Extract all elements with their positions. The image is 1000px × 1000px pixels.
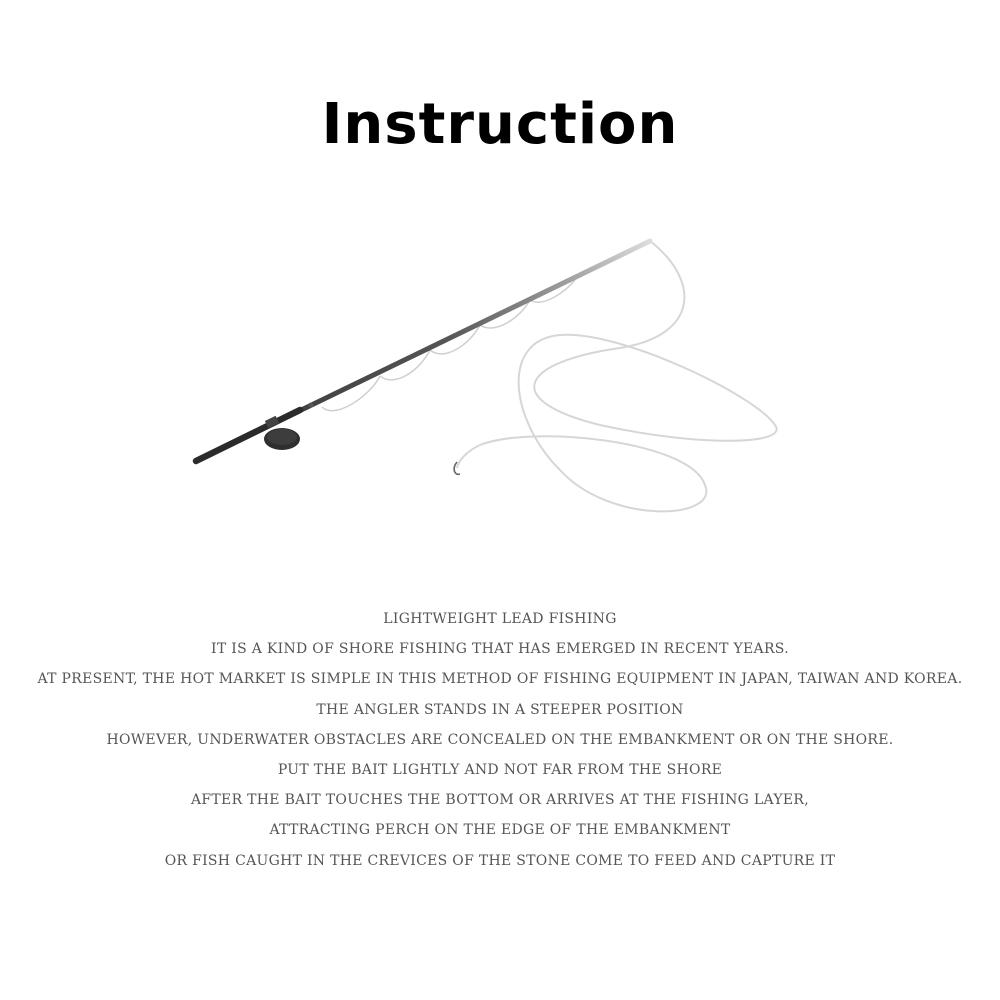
description-line: AFTER THE BAIT TOUCHES THE BOTTOM OR ARRIVES AT THE FISHING LAYER, (190, 792, 809, 809)
description-line: OR FISH CAUGHT IN THE CREVICES OF THE STONE COME TO FEED AND CAPTURE IT (164, 852, 836, 869)
description-line: IT IS A KIND OF SHORE FISHING THAT HAS EMERGED IN RECENT YEARS. (211, 641, 789, 658)
description-line: THE ANGLER STANDS IN A STEEPER POSITION (316, 701, 684, 718)
description-line: AT PRESENT, THE HOT MARKET IS SIMPLE IN THIS METHOD OF FISHING EQUIPMENT IN JAPAN, TAIWAN AND KOREA. (37, 671, 963, 688)
fishing-line (457, 241, 777, 511)
description-line: HOWEVER, UNDERWATER OBSTACLES ARE CONCEALED ON THE EMBANKMENT OR ON THE SHORE. (106, 731, 894, 748)
description-line: LIGHTWEIGHT LEAD FISHING (383, 611, 617, 627)
description-line: ATTRACTING PERCH ON THE EDGE OF THE EMBANKMENT (269, 822, 731, 839)
rod-guides (322, 280, 575, 411)
description-line: PUT THE BAIT LIGHTLY AND NOT FAR FROM THE SHORE (277, 761, 723, 778)
fishing-rod-illustration (160, 220, 840, 550)
description-block (0, 607, 1000, 879)
page-title: Instruction (321, 92, 679, 157)
fishing-rod-icon (160, 220, 840, 550)
